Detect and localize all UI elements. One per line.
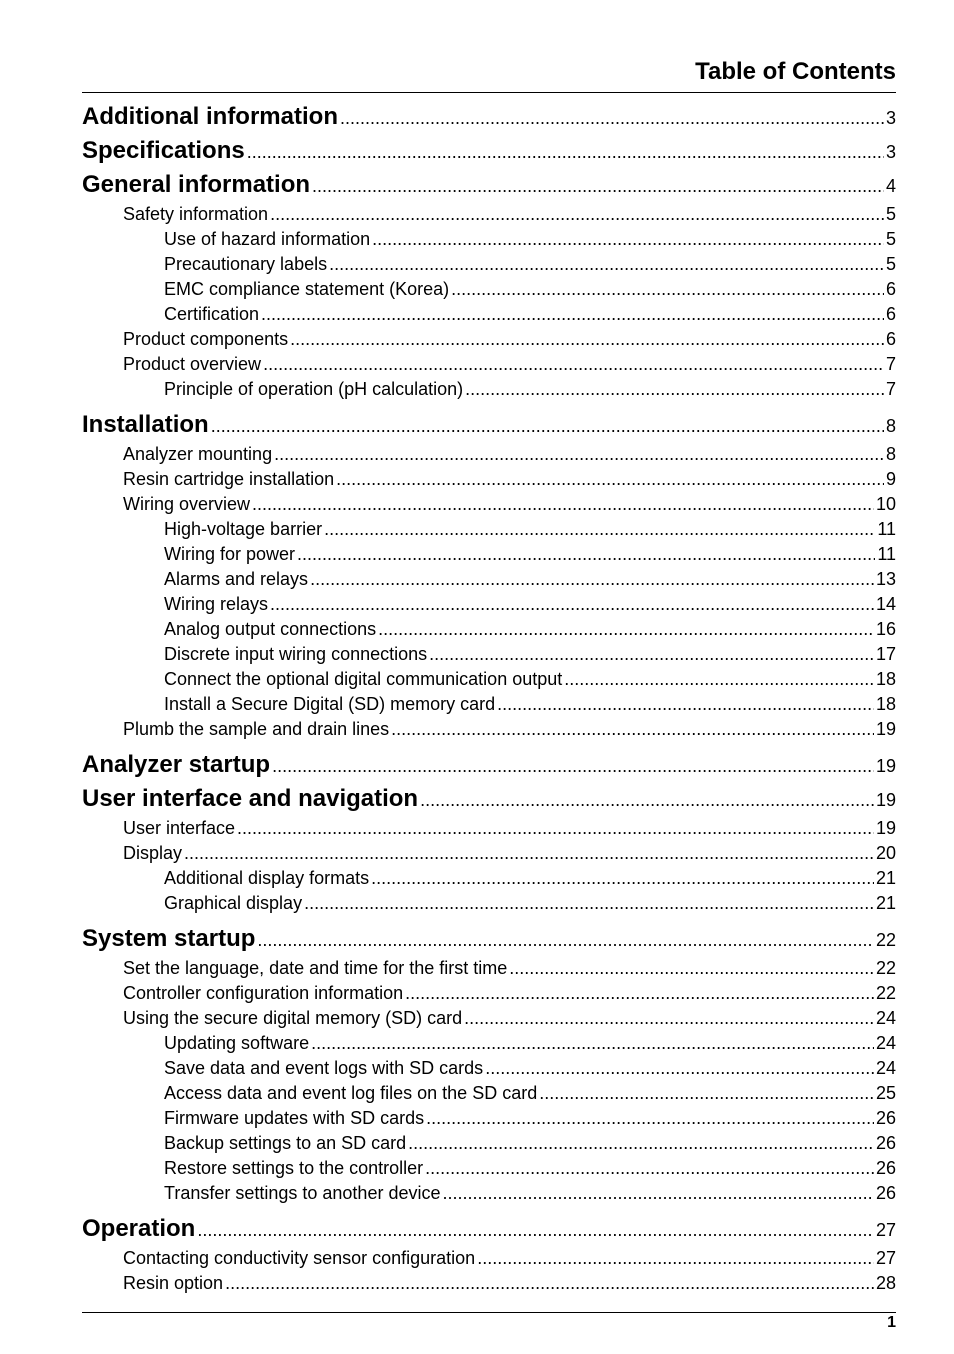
toc-entry-level-3[interactable] (82, 277, 896, 302)
toc-entry-page: 6 (885, 279, 896, 299)
toc-entry-title: Certification (164, 304, 260, 324)
dot-leader (408, 1131, 874, 1156)
toc-entry-title: Product overview (123, 354, 262, 374)
toc-entry-level-1[interactable] (82, 748, 896, 782)
toc-entry-title: Plumb the sample and drain lines (123, 719, 390, 739)
toc-entry-page: 5 (885, 229, 896, 249)
toc-entry-level-3[interactable] (82, 866, 896, 891)
dot-leader (211, 409, 884, 443)
dot-leader (378, 617, 874, 642)
dot-leader (420, 783, 874, 817)
dot-leader (310, 567, 874, 592)
dot-leader (184, 841, 874, 866)
dot-leader (425, 1156, 874, 1181)
dot-leader (442, 1181, 873, 1206)
dot-leader (324, 517, 875, 542)
toc-entry-page: 6 (885, 304, 896, 324)
dot-leader (451, 277, 884, 302)
toc-entry-level-3[interactable] (82, 1131, 896, 1156)
toc-entry-level-3[interactable] (82, 227, 896, 252)
toc-entry-title: Access data and event log files on the SD card (164, 1083, 538, 1103)
toc-entry-page: 8 (885, 416, 896, 436)
toc-entry-title: Set the language, date and time for the first time (123, 958, 508, 978)
dot-leader (539, 1081, 874, 1106)
toc-entry-level-1[interactable] (82, 1212, 896, 1246)
toc-entry-title: Operation (82, 1215, 196, 1242)
toc-entry-page: 17 (875, 644, 896, 664)
dot-leader (247, 135, 884, 169)
toc-entry-level-2[interactable] (82, 1271, 896, 1296)
dot-leader (263, 352, 884, 377)
toc-entry-title: Principle of operation (pH calculation) (164, 379, 464, 399)
toc-entry-page: 26 (875, 1133, 896, 1153)
toc-entry-level-1[interactable] (82, 100, 896, 134)
toc-entry-page: 4 (885, 176, 896, 196)
toc-entry-level-3[interactable] (82, 542, 896, 567)
toc-entry-level-3[interactable] (82, 1106, 896, 1131)
toc-entry-page: 22 (875, 958, 896, 978)
toc-entry-title: General information (82, 171, 311, 198)
dot-leader (564, 667, 874, 692)
toc-entry-level-3[interactable] (82, 1056, 896, 1081)
toc-entry-level-3[interactable] (82, 1181, 896, 1206)
dot-leader (297, 542, 875, 567)
toc-entry-title: Connect the optional digital communication output (164, 669, 563, 689)
footer-rule (82, 1312, 896, 1313)
toc-entry-title: Analog output connections (164, 619, 377, 639)
toc-entry-page: 5 (885, 254, 896, 274)
toc-entry-page: 14 (875, 594, 896, 614)
toc-entry-title: Alarms and relays (164, 569, 309, 589)
dot-leader (509, 956, 874, 981)
toc-entry-page: 10 (875, 494, 896, 514)
toc-entry-title: Display (123, 843, 183, 863)
toc-entry-title: Contacting conductivity sensor configuration (123, 1248, 476, 1268)
dot-leader (429, 642, 874, 667)
toc-entry-title: Wiring relays (164, 594, 269, 614)
toc-entry-title: Use of hazard information (164, 229, 371, 249)
toc-entry-page: 21 (875, 868, 896, 888)
dot-leader (464, 1006, 874, 1031)
dot-leader (426, 1106, 874, 1131)
toc-entry-title: Product components (123, 329, 289, 349)
toc-entry-level-2[interactable] (82, 981, 896, 1006)
dot-leader (391, 717, 874, 742)
dot-leader (261, 302, 884, 327)
toc-entry-page: 8 (885, 444, 896, 464)
dot-leader (237, 816, 874, 841)
toc-entry-title: Additional information (82, 103, 338, 130)
toc-entry-level-3[interactable] (82, 1156, 896, 1181)
toc-entry-page: 24 (875, 1033, 896, 1053)
dot-leader (485, 1056, 874, 1081)
toc-entry-page: 26 (875, 1158, 896, 1178)
toc-entry-title: Graphical display (164, 893, 303, 913)
dot-leader (290, 327, 884, 352)
toc-entry-page: 24 (875, 1008, 896, 1028)
toc-entry-level-2[interactable] (82, 1246, 896, 1271)
dot-leader (371, 866, 874, 891)
toc-entry-level-3[interactable] (82, 517, 896, 542)
toc-entry-title: Backup settings to an SD card (164, 1133, 407, 1153)
toc-entry-page: 22 (875, 983, 896, 1003)
dot-leader (340, 101, 884, 135)
toc-entry-page: 7 (885, 379, 896, 399)
toc-entry-title: Analyzer mounting (123, 444, 273, 464)
toc-entry-title: Safety information (123, 204, 269, 224)
toc-entry-level-2[interactable] (82, 492, 896, 517)
toc-entry-page: 13 (875, 569, 896, 589)
toc-entry-page: 5 (885, 204, 896, 224)
toc-entry-level-3[interactable] (82, 302, 896, 327)
toc-entry-level-1[interactable] (82, 922, 896, 956)
toc-entry-page: 25 (875, 1083, 896, 1103)
dot-leader (272, 749, 874, 783)
toc-entry-title: Updating software (164, 1033, 310, 1053)
toc-entry-title: Discrete input wiring connections (164, 644, 428, 664)
toc-entry-page: 22 (875, 930, 896, 950)
toc-entry-page: 16 (875, 619, 896, 639)
toc-entry-page: 19 (875, 719, 896, 739)
toc-entry-level-2[interactable] (82, 352, 896, 377)
toc-entry-level-2[interactable] (82, 717, 896, 742)
toc-entry-level-2[interactable] (82, 202, 896, 227)
toc-entry-title: Resin cartridge installation (123, 469, 335, 489)
dot-leader (197, 1213, 874, 1247)
dot-leader (336, 467, 884, 492)
toc-entry-title: Analyzer startup (82, 751, 271, 778)
toc-entry-page: 19 (875, 756, 896, 776)
toc-entry-title: Using the secure digital memory (SD) card (123, 1008, 463, 1028)
page-title: Table of Contents (695, 58, 896, 85)
toc-entry-level-3[interactable] (82, 667, 896, 692)
dot-leader (270, 202, 884, 227)
dot-leader (304, 891, 874, 916)
toc-entry-title: Wiring for power (164, 544, 296, 564)
toc-entry-level-2[interactable] (82, 467, 896, 492)
toc-entry-page: 18 (875, 694, 896, 714)
table-of-contents (82, 100, 896, 1296)
toc-entry-title: Transfer settings to another device (164, 1183, 441, 1203)
toc-entry-page: 7 (885, 354, 896, 374)
toc-entry-page: 18 (875, 669, 896, 689)
toc-entry-page: 6 (885, 329, 896, 349)
toc-entry-title: Installation (82, 411, 209, 438)
toc-entry-level-3[interactable] (82, 891, 896, 916)
toc-entry-page: 27 (875, 1248, 896, 1268)
toc-entry-page: 26 (875, 1183, 896, 1203)
toc-entry-level-1[interactable] (82, 168, 896, 202)
toc-entry-title: Restore settings to the controller (164, 1158, 424, 1178)
toc-entry-level-2[interactable] (82, 1006, 896, 1031)
toc-entry-level-2[interactable] (82, 841, 896, 866)
toc-entry-page: 26 (875, 1108, 896, 1128)
toc-entry-level-2[interactable] (82, 327, 896, 352)
toc-entry-page: 11 (877, 544, 896, 564)
toc-entry-page: 28 (875, 1273, 896, 1293)
toc-entry-title: User interface (123, 818, 236, 838)
toc-entry-page: 19 (875, 818, 896, 838)
dot-leader (311, 1031, 874, 1056)
toc-entry-level-2[interactable] (82, 442, 896, 467)
header-rule (82, 92, 896, 93)
dot-leader (477, 1246, 874, 1271)
page-number: 1 (887, 1314, 896, 1331)
toc-entry-level-3[interactable] (82, 1081, 896, 1106)
toc-entry-level-1[interactable] (82, 134, 896, 168)
toc-entry-level-3[interactable] (82, 567, 896, 592)
dot-leader (405, 981, 874, 1006)
toc-entry-page: 11 (877, 519, 896, 539)
toc-entry-title: Resin option (123, 1273, 224, 1293)
dot-leader (274, 442, 884, 467)
toc-entry-title: High-voltage barrier (164, 519, 323, 539)
toc-entry-title: Wiring overview (123, 494, 251, 514)
dot-leader (465, 377, 884, 402)
dot-leader (497, 692, 874, 717)
toc-entry-level-3[interactable] (82, 1031, 896, 1056)
toc-entry-title: Install a Secure Digital (SD) memory card (164, 694, 496, 714)
toc-entry-level-2[interactable] (82, 816, 896, 841)
toc-entry-level-3[interactable] (82, 692, 896, 717)
dot-leader (257, 923, 874, 957)
dot-leader (372, 227, 884, 252)
toc-entry-level-2[interactable] (82, 956, 896, 981)
dot-leader (225, 1271, 874, 1296)
toc-entry-page: 27 (875, 1220, 896, 1240)
toc-entry-title: Precautionary labels (164, 254, 328, 274)
toc-entry-level-1[interactable] (82, 408, 896, 442)
toc-entry-level-3[interactable] (82, 252, 896, 277)
toc-entry-level-3[interactable] (82, 617, 896, 642)
toc-entry-page: 9 (885, 469, 896, 489)
dot-leader (270, 592, 874, 617)
dot-leader (312, 169, 884, 203)
toc-entry-level-3[interactable] (82, 642, 896, 667)
toc-entry-title: User interface and navigation (82, 785, 419, 812)
toc-entry-title: Controller configuration information (123, 983, 404, 1003)
toc-entry-level-3[interactable] (82, 592, 896, 617)
toc-entry-page: 21 (875, 893, 896, 913)
toc-entry-page: 19 (875, 790, 896, 810)
toc-entry-page: 20 (875, 843, 896, 863)
dot-leader (252, 492, 874, 517)
toc-entry-title: EMC compliance statement (Korea) (164, 279, 450, 299)
toc-entry-page: 3 (885, 142, 896, 162)
toc-entry-title: Firmware updates with SD cards (164, 1108, 425, 1128)
toc-entry-title: Additional display formats (164, 868, 370, 888)
toc-entry-title: Specifications (82, 137, 245, 164)
toc-entry-title: System startup (82, 925, 256, 952)
toc-entry-level-3[interactable] (82, 377, 896, 402)
dot-leader (329, 252, 884, 277)
toc-entry-title: Save data and event logs with SD cards (164, 1058, 484, 1078)
toc-entry-page: 24 (875, 1058, 896, 1078)
toc-entry-page: 3 (885, 108, 896, 128)
toc-entry-level-1[interactable] (82, 782, 896, 816)
